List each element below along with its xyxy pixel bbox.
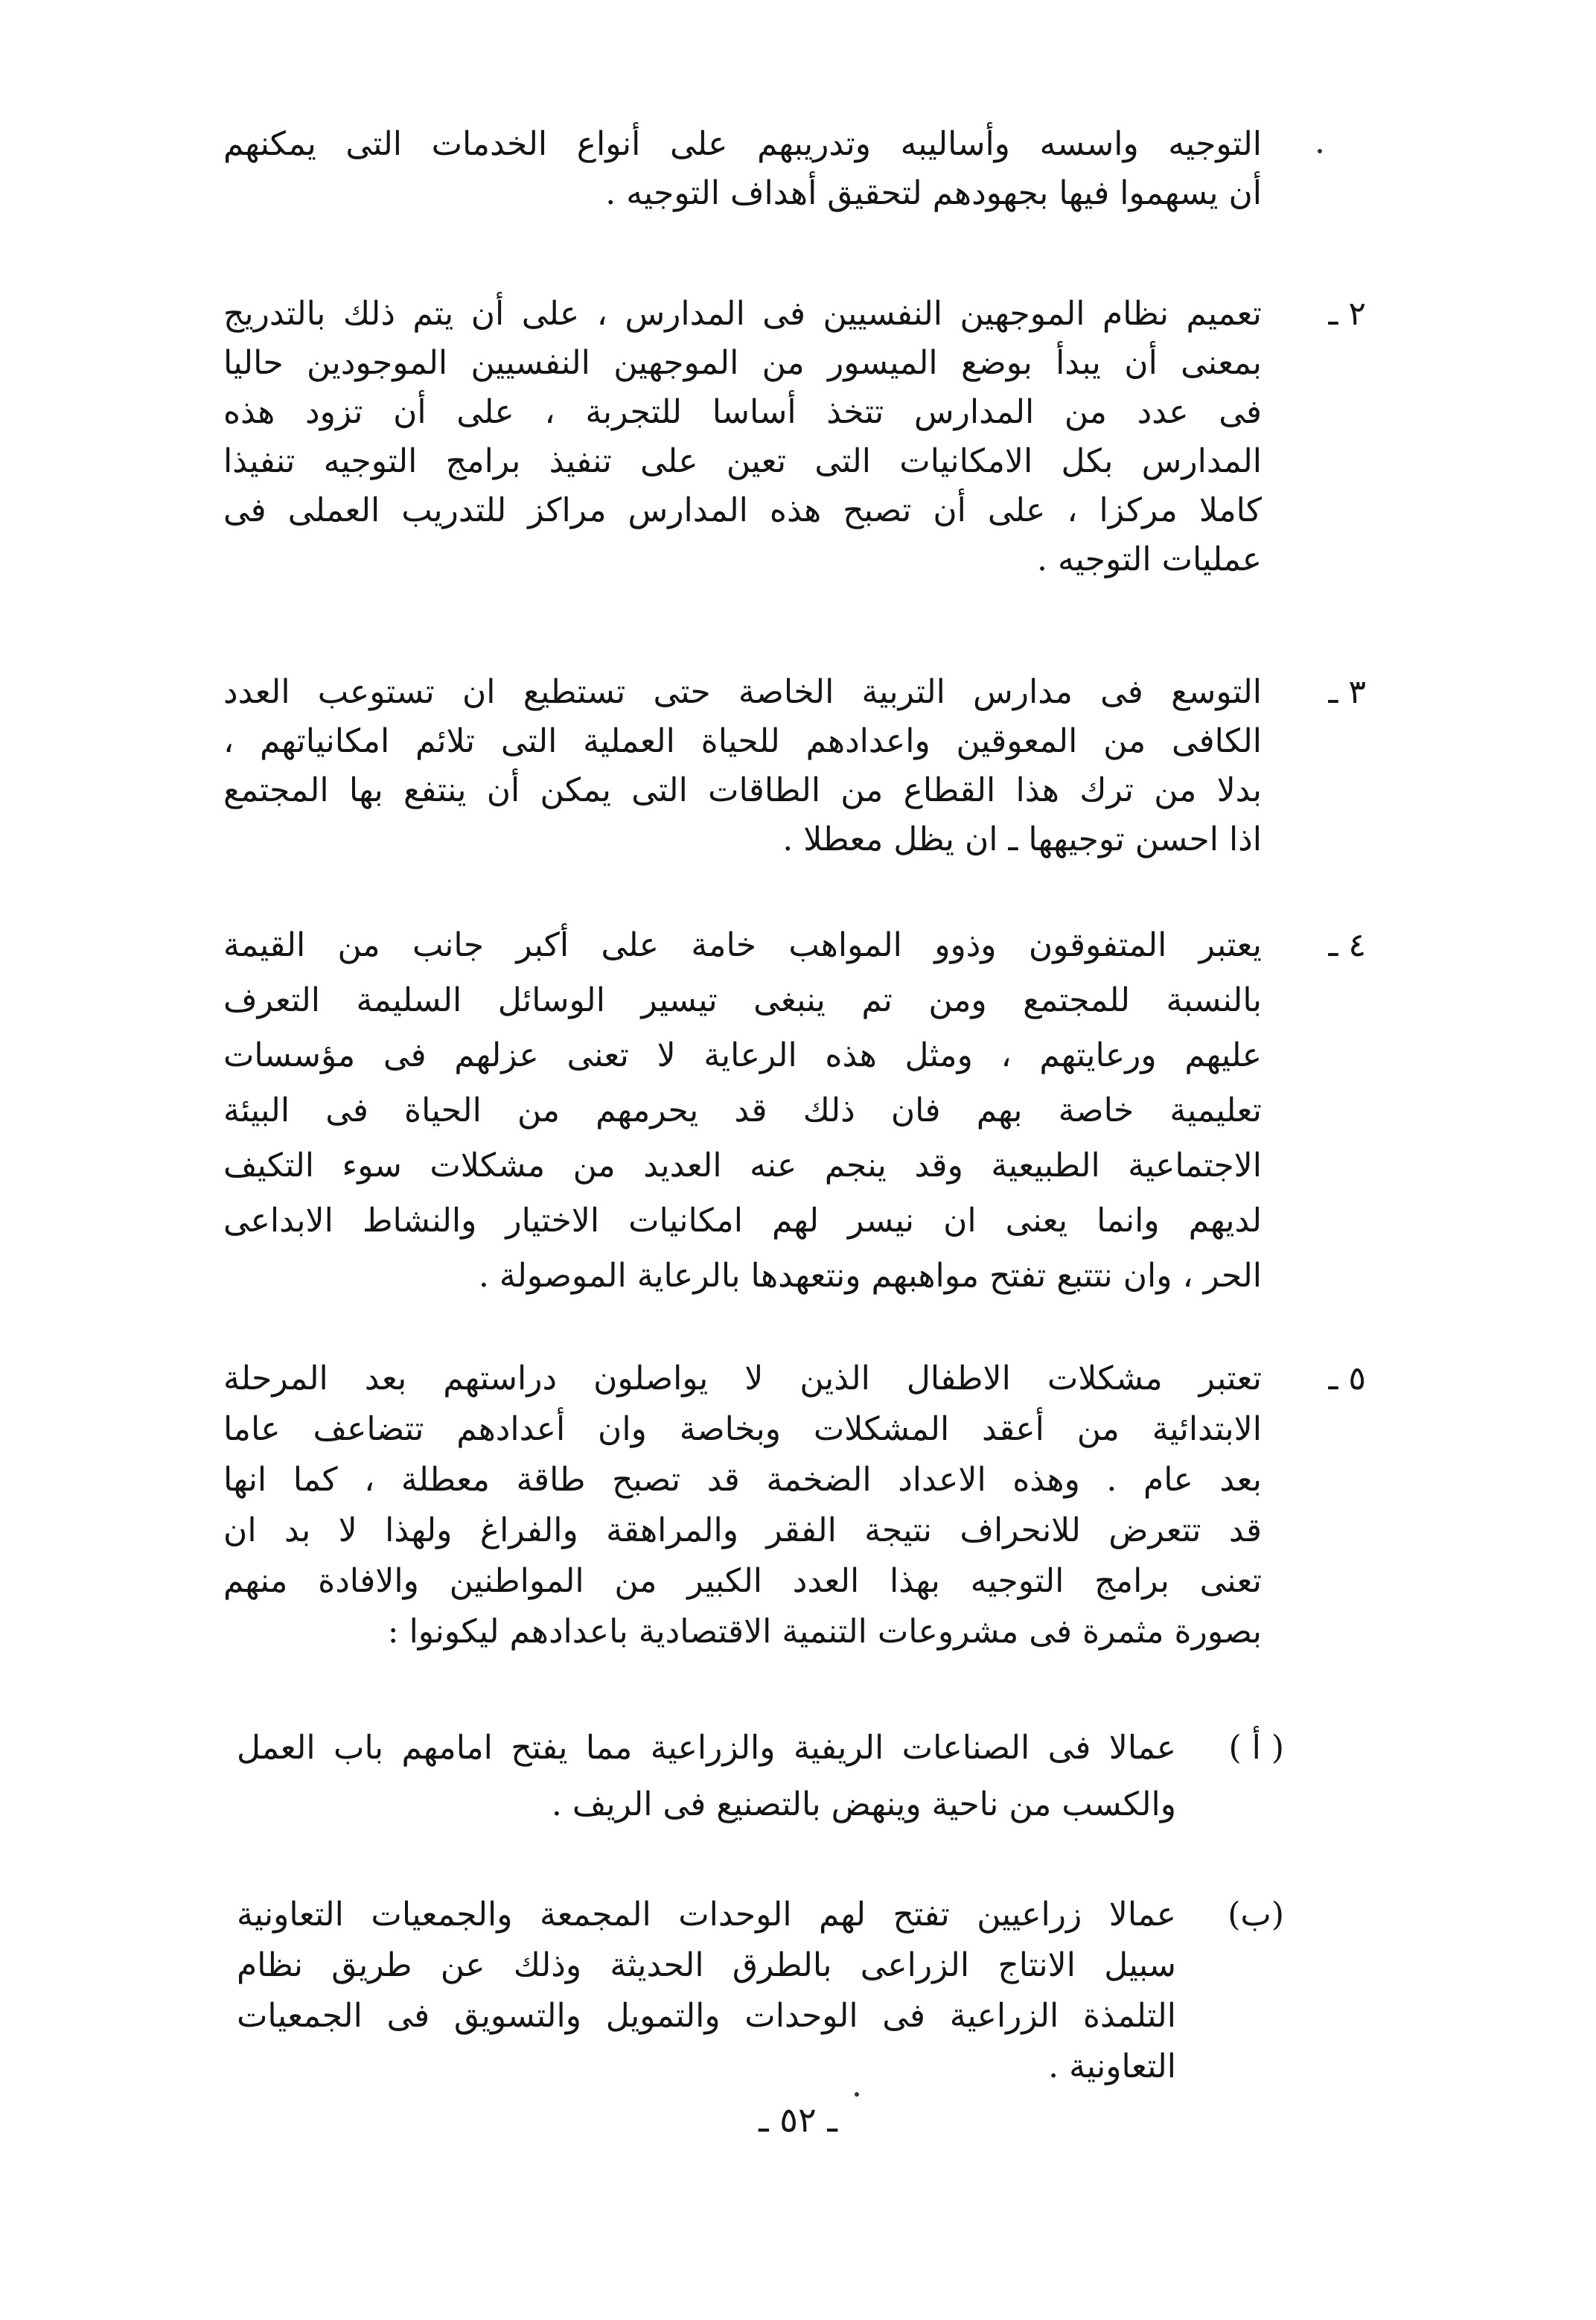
item-line: بعد عام . وهذه الاعداد الضخمة قد تصبح طاقة معطلة ، كما انها xyxy=(223,1461,1262,1499)
scan-speck xyxy=(1318,149,1322,153)
item-line: كاملا مركزا ، على أن تصبح هذه المدارس مراكز للتدريب العملى فى xyxy=(223,491,1262,529)
item-line: الاجتماعية الطبيعية وقد ينجم عنه العديد من مشكلات سوء التكيف xyxy=(223,1147,1262,1185)
item-line: عمليات التوجيه . xyxy=(1036,541,1262,579)
item-line: بمعنى أن يبدأ بوضع الميسور من الموجهين النفسيين الموجودين حاليا xyxy=(223,344,1262,382)
item-line: المدارس بكل الامكانيات التى تعين على تنفيذ برامج التوجيه تنفيذا xyxy=(223,442,1262,480)
item-line: لديهم وانما يعنى ان نيسر لهم امكانيات الاختيار والنشاط الابداعى xyxy=(223,1202,1262,1240)
item-number: ٣ ـ xyxy=(1328,673,1366,711)
sub-item-line: والكسب من ناحية وينهض بالتصنيع فى الريف . xyxy=(551,1785,1176,1823)
intro-line: أن يسهموا فيها بجهودهم لتحقيق أهداف التوجيه . xyxy=(605,174,1262,212)
item-line: اذا احسن توجيهها ـ ان يظل معطلا . xyxy=(782,820,1262,858)
sub-item-label: (ب) xyxy=(1228,1896,1284,1934)
sub-item-line: التعاونية . xyxy=(1048,2047,1176,2085)
item-line: قد تتعرض للانحراف نتيجة الفقر والمراهقة والفراغ ولهذا لا بد ان xyxy=(223,1511,1262,1549)
scan-speck xyxy=(855,2092,859,2097)
item-line: يعتبر المتفوقون وذوو المواهب خامة على أكبر جانب من القيمة xyxy=(223,926,1262,964)
item-line: تعليمية خاصة بهم فان ذلك قد يحرمهم من الحياة فى البيئة xyxy=(223,1092,1262,1129)
sub-item-line: عمالا فى الصناعات الريفية والزراعية مما يفتح امامهم باب العمل xyxy=(237,1729,1176,1767)
item-line: بالنسبة للمجتمع ومن تم ينبغى تيسير الوسائل السليمة التعرف xyxy=(223,981,1262,1019)
page-number: ـ ٥٢ ـ xyxy=(759,2100,837,2140)
item-line: الحر ، وان نتتبع تفتح مواهبهم ونتعهدها بالرعاية الموصولة . xyxy=(478,1257,1262,1295)
item-line: الكافى من المعوقين واعدادهم للحياة العملية التى تلائم امكانياتهم ، xyxy=(223,722,1262,760)
item-line: فى عدد من المدارس تتخذ أساسا للتجربة ، على أن تزود هذه xyxy=(223,393,1262,431)
item-line: الابتدائية من أعقد المشكلات وبخاصة وان أعدادهم تتضاعف عاما xyxy=(223,1410,1262,1448)
item-line: تعميم نظام الموجهين النفسيين فى المدارس ، على أن يتم ذلك بالتدريج xyxy=(223,295,1262,333)
sub-item-line: التلمذة الزراعية فى الوحدات والتمويل والتسويق فى الجمعيات xyxy=(237,1997,1176,2035)
item-line: عليهم ورعايتهم ، ومثل هذه الرعاية لا تعنى عزلهم فى مؤسسات xyxy=(223,1036,1262,1074)
intro-line: التوجيه واسسه وأساليبه وتدريبهم على أنواع الخدمات التى يمكنهم xyxy=(223,125,1262,163)
item-line: بدلا من ترك هذا القطاع من الطاقات التى يمكن أن ينتفع بها المجتمع xyxy=(223,771,1262,809)
item-number: ٤ ـ xyxy=(1328,926,1366,964)
sub-item-label: ( أ ) xyxy=(1228,1729,1284,1767)
item-line: بصورة مثمرة فى مشروعات التنمية الاقتصادية باعدادهم ليكونوا : xyxy=(387,1613,1262,1651)
sub-item-line: عمالا زراعيين تفتح لهم الوحدات المجمعة والجمعيات التعاونية xyxy=(237,1896,1176,1934)
item-number: ٥ ـ xyxy=(1328,1360,1366,1398)
item-number: ٢ ـ xyxy=(1328,295,1366,333)
item-line: التوسع فى مدارس التربية الخاصة حتى تستطيع ان تستوعب العدد xyxy=(223,673,1262,711)
sub-item-line: سبيل الانتاج الزراعى بالطرق الحديثة وذلك عن طريق نظام xyxy=(237,1946,1176,1984)
item-line: تعنى برامج التوجيه بهذا العدد الكبير من المواطنين والافادة منهم xyxy=(223,1562,1262,1600)
item-line: تعتبر مشكلات الاطفال الذين لا يواصلون دراستهم بعد المرحلة xyxy=(223,1360,1262,1398)
